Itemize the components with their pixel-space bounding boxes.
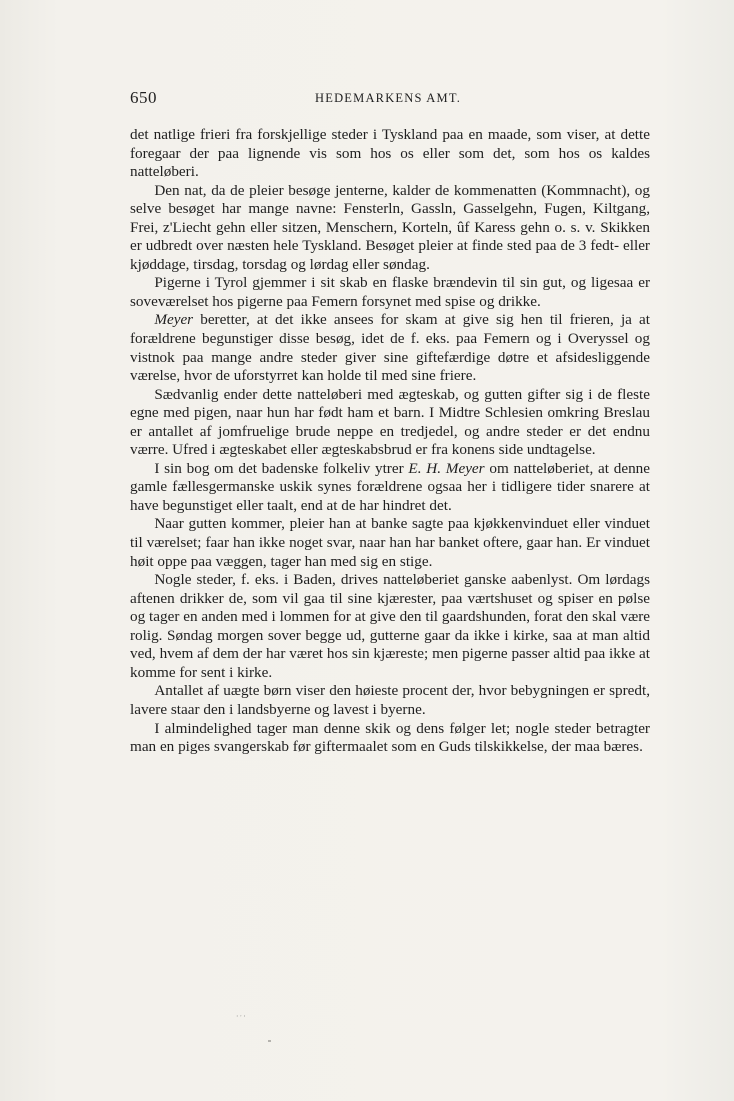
text-run: Nogle steder, f. eks. i Baden, drives natteløberiet ganske aabenlyst. Om lørdags aftenen drikker de, som vil gaa til sine kjærester, paa værtshuset og spiser en pølse og tager en anden med i lommen for at give den til gaardshunden, forat den skal være rolig. Søndag morgen sover begge ud, gutterne gaar da ikke i kirke, saa at man altid ved, hvem af dem der har været hos sin kjæreste; men pigerne passer altid paa ikke at komme for sent i kirke.	[130, 571, 650, 681]
paragraph	[130, 515, 650, 571]
paragraph	[130, 460, 650, 516]
print-speck	[268, 1040, 271, 1042]
paragraph	[130, 720, 650, 757]
text-run: I almindelighed tager man denne skik og dens følger let; nogle steder betragter man en piges svangerskab før giftermaalet som en Guds tilskikkelse, der maa bæres.	[130, 719, 650, 756]
italic-name: E. H. Meyer	[408, 459, 485, 477]
text-run: det natlige frieri fra forskjellige steder i Tyskland paa en maade, som viser, at dette foregaar der paa lignende vis som hos os eller som det, som hos os kaldes natteløberi.	[130, 126, 650, 181]
print-speck: ·ˑ·	[236, 1012, 247, 1021]
text-run: om natteløberiet, at denne gamle fællesgermanske uskik synes forældrene ogsaa her i tidligere tider snarere at have begunstiget eller taalt, end at de har hindret det.	[130, 459, 651, 514]
paragraph	[130, 311, 650, 385]
paragraph	[130, 571, 650, 682]
text-run: Sædvanlig ender dette natteløberi med ægteskab, og gutten gifter sig i de fleste egne med pigen, naar hun har født ham et barn. I Midtre Schlesien omkring Breslau er antallet af jomfruelige brude neppe en tredjedel, og andre steder er det endnu værre. Ufred i ægteskabet eller ægteskabsbrud er fra konens side undtagelse.	[130, 385, 650, 459]
text-run: beretter, at det ikke ansees for skam at give sig hen til frieren, ja at forældrene begunstiger disse besøg, idet de f. eks. paa Femern og i Overyssel og vistnok paa mange andre steder giver sine giftefærdige døtre et afsidesliggende værelse, hvor de uforstyrret kan holde til med sine friere.	[130, 311, 650, 385]
text-run: Naar gutten kommer, pleier han at banke sagte paa kjøkkenvinduet eller vinduet til værelset; faar han ikke noget svar, naar han har banket oftere, gaar han. Er vinduet høit oppe paa væggen, tager han med sig en stige.	[130, 515, 650, 570]
page-number: 650	[130, 88, 157, 107]
paragraph	[130, 126, 650, 182]
running-head: HEDEMARKENS AMT.	[315, 91, 462, 105]
text-run: Pigerne i Tyrol gjemmer i sit skab en flaske brændevin til sin gut, og ligesaa er soveværelset hos pigerne paa Femern forsynet med spise og drikke.	[130, 274, 650, 310]
text-run: I sin bog om det badenske folkeliv ytrer	[154, 459, 409, 477]
body-text	[130, 126, 650, 757]
text-run: Den nat, da de pleier besøge jenterne, kalder de kommenatten (Kommnacht), og selve besøget har mange navne: Fensterln, Gassln, Gasselgehn, Fugen, Kiltgang, Frei, z'Liecht gehn eller sitzen, Menschern, Korteln, ûf Karess gehn o. s. v. Skikken er udbredt over næsten hele Tyskland. Besøget pleier at finde sted paa de 3 fedt- eller kjøddage, tirsdag, torsdag og lørdag eller søndag.	[130, 181, 650, 273]
paragraph	[130, 274, 650, 311]
italic-name: Meyer	[154, 311, 194, 329]
paragraph	[130, 386, 650, 460]
paragraph	[130, 182, 650, 275]
text-run: Antallet af uægte børn viser den høieste procent der, hvor bebygningen er spredt, lavere staar den i landsbyerne og lavest i byerne.	[130, 682, 650, 718]
paragraph	[130, 682, 650, 719]
page-header	[130, 88, 650, 108]
